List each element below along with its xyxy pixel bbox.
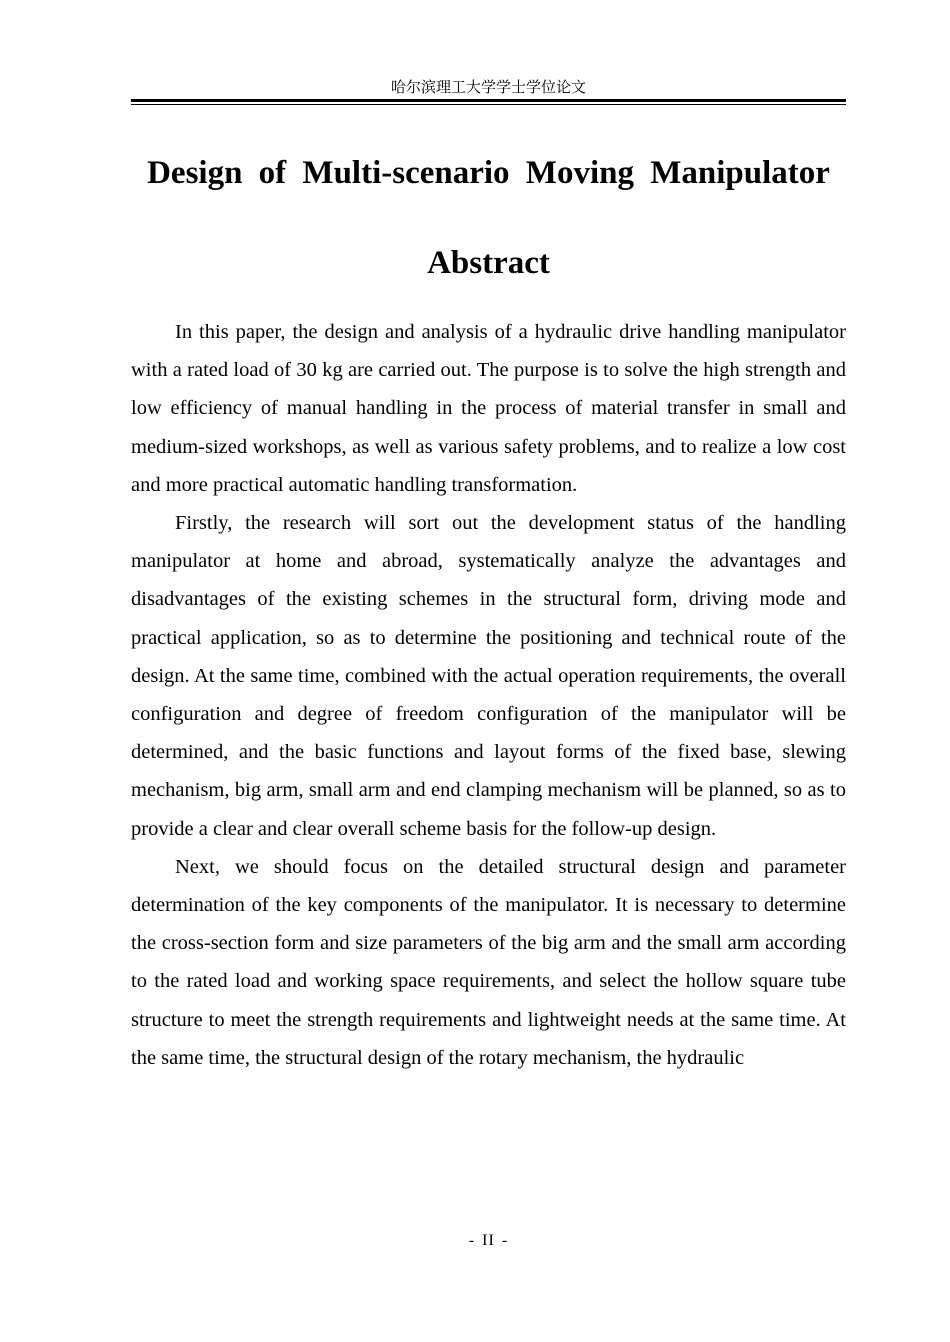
running-header: 哈尔滨理工大学学士学位论文 — [390, 78, 586, 96]
abstract-paragraph: Firstly, the research will sort out the development status of the handling manipulator at home and abroad, systematically analyze the advantages and disadvantages of the existing schemes in the structural form, driving mode and practical application, so as to determine the positioning and technical route of the design. At the same time, combined with the actual operation requirements, the overall configuration and degree of freedom configuration of the manipulator will be determined, and the basic functions and layout forms of the fixed base, slewing mechanism, big arm, small arm and end clamping mechanism will be planned, so as to provide a clear and clear overall scheme basis for the follow-up design. — [131, 512, 846, 840]
header-rule — [131, 99, 846, 102]
abstract-paragraph: In this paper, the design and analysis of a hydraulic drive handling manipulator with a rated load of 30 kg are carried out. The purpose is to solve the high strength and low efficiency of manual handling in the process of material transfer in small and medium-sized workshops, as well as various safety problems, and to realize a low cost and more practical automatic handling transformation. — [131, 321, 846, 496]
paper-title: Design of Multi-scenario Moving Manipulator — [147, 155, 830, 191]
abstract-body — [131, 313, 846, 1227]
header-rule-thin — [131, 104, 846, 105]
abstract-heading: Abstract — [427, 245, 550, 281]
abstract-paragraph: Next, we should focus on the detailed structural design and parameter determination of the key components of the manipulator. It is necessary to determine the cross-section form and size parameters of the big arm and the small arm according to the rated load and working space requirements, and select the hollow square tube structure to meet the strength requirements and lightweight needs at the same time. At the same time, the structural design of the rotary mechanism, the hydraulic — [131, 855, 846, 1069]
page-number: - II - — [468, 1232, 509, 1249]
